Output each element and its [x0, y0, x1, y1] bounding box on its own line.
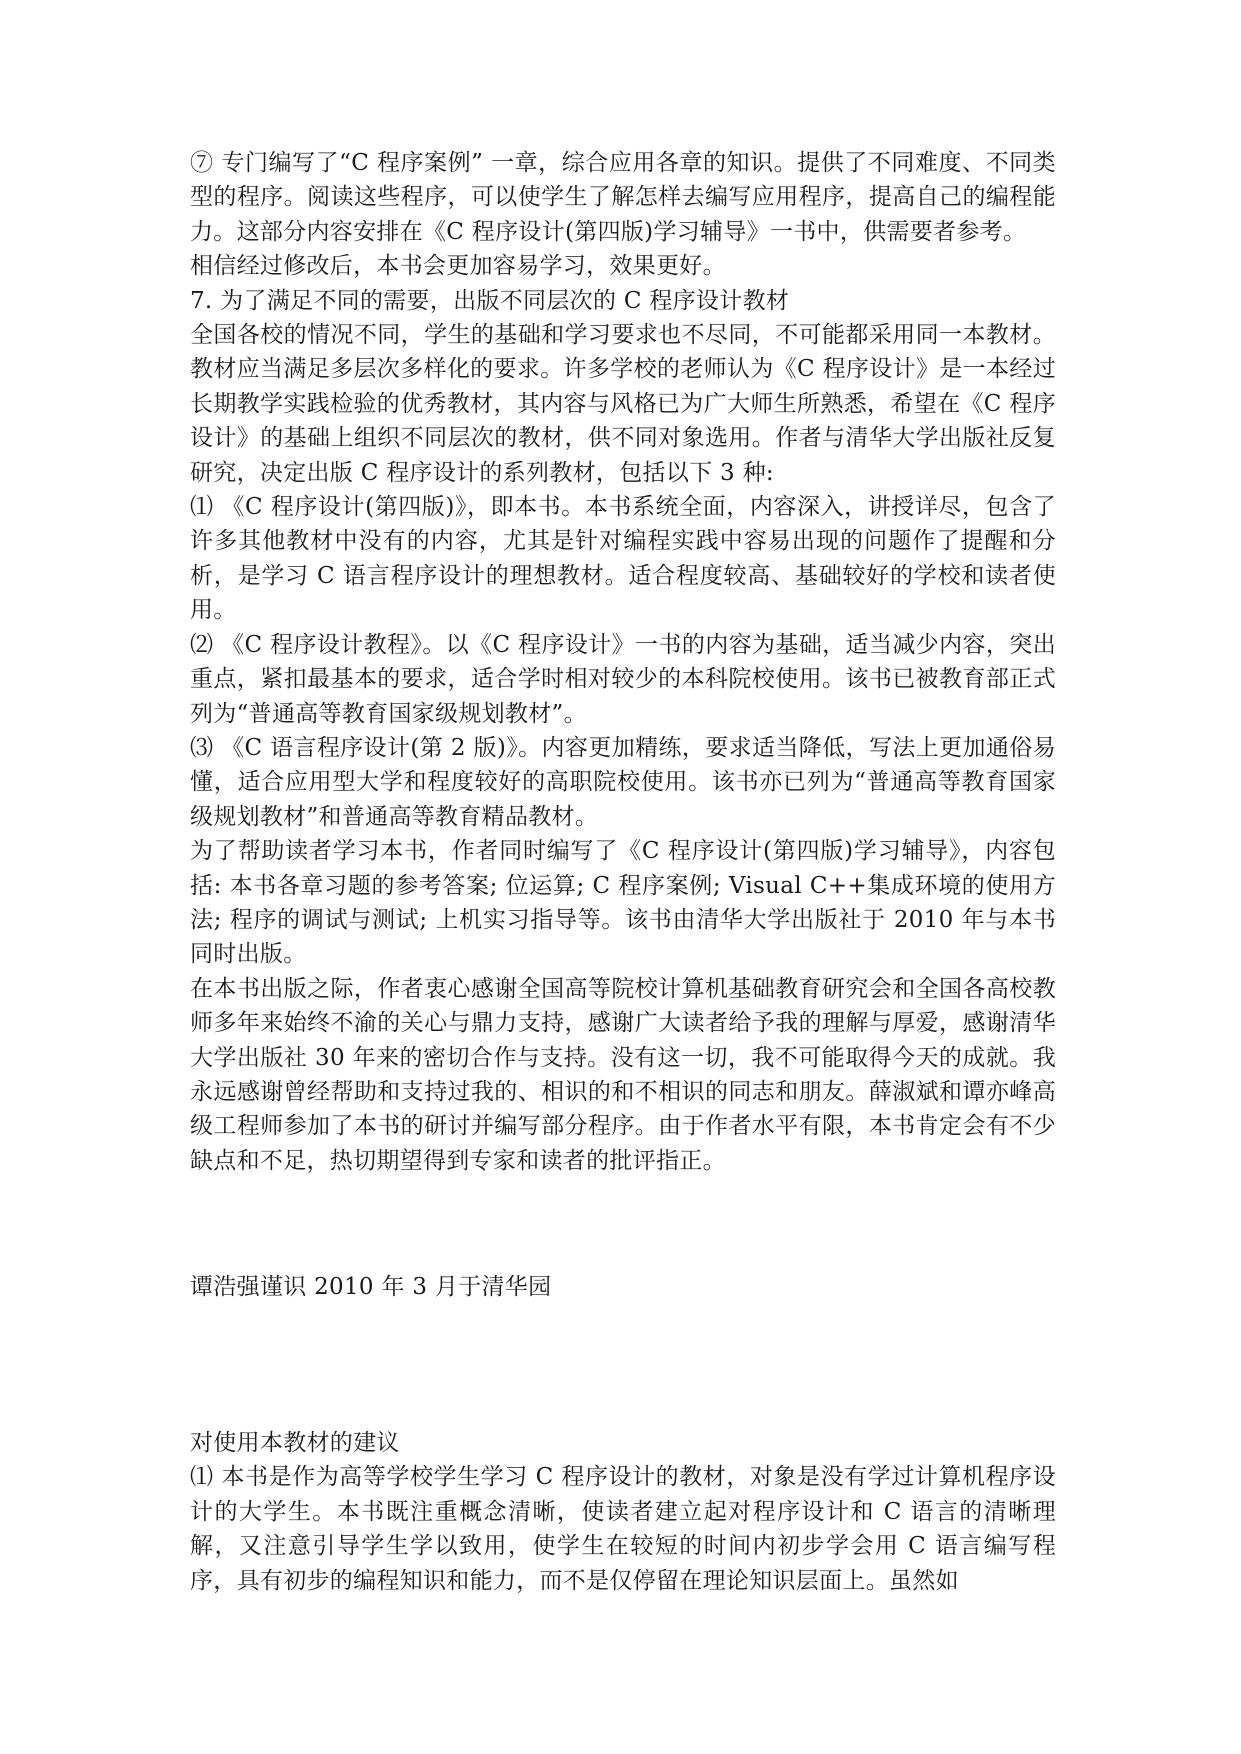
section-heading-7: 7. 为了满足不同的需要，出版不同层次的 C 程序设计教材 — [190, 287, 790, 314]
advice-item-1: ⑴ 本书是作为高等学校学生学习 C 程序设计的教材，对象是没有学过计算机程序设计的大学生。本书既注重概念清晰，使读者建立起对程序设计和 C 语言的清晰理解，又注意引导学生学以致用，使学生在较短的时间内初步学会用 C 语言编写程序，具有初步的编程知识和能力，而不是仅停留在理论知识层面上。虽然如 — [190, 1464, 1056, 1594]
list-item-3: ⑶ 《C 语言程序设计(第 2 版)》。内容更加精练，要求适当降低，写法上更加通俗易懂，适合应用型大学和程度较好的高职院校使用。该书亦已列为“普通高等教育国家级规划教材”和普通高等教育精品教材。 — [190, 734, 1056, 830]
paragraph-different-levels: 全国各校的情况不同，学生的基础和学习要求也不尽同，不可能都采用同一本教材。教材应当满足多层次多样化的要求。许多学校的老师认为《C 程序设计》是一本经过长期教学实践检验的优秀教材，其内容与风格已为广大师生所熟悉，希望在《C 程序设计》的基础上组织不同层次的教材，供不同对象选用。作者与清华大学出版社反复研究，决定出版 C 程序设计的系列教材，包括以下 3 种: — [190, 322, 1056, 486]
paragraph-acknowledgements: 在本书出版之际，作者衷心感谢全国高等院校计算机基础教育研究会和全国各高校教师多年来始终不渝的关心与鼎力支持，感谢广大读者给予我的理解与厚爱，感谢清华大学出版社 30 年来的密切合作与支持。没有这一切，我不可能取得今天的成就。我永远感谢曾经帮助和支持过我的、相识的和不相识的同志和朋友。薛淑斌和谭亦峰高级工程师参加了本书的研讨并编写部分程序。由于作者水平有限，本书肯定会有不少缺点和不足，热切期望得到专家和读者的批评指正。 — [190, 975, 1056, 1174]
paragraph-belief: 相信经过修改后，本书会更加容易学习，效果更好。 — [190, 253, 726, 280]
paragraph-study-guide: 为了帮助读者学习本书，作者同时编写了《C 程序设计(第四版)学习辅导》，内容包括: 本书各章习题的参考答案; 位运算; C 程序案例; Visual C++集成环境的使用方法; 程序的调试与测试; 上机实习指导等。该书由清华大学出版社于 2010 年与本书同时出版。 — [190, 838, 1056, 968]
main-text-block — [190, 146, 1056, 1178]
signature-line: 谭浩强谨识 2010 年 3 月于清华园 — [190, 1274, 552, 1300]
list-item-2: ⑵ 《C 程序设计教程》。以《C 程序设计》一书的内容为基础，适当减少内容，突出重点，紧扣最基本的要求，适合学时相对较少的本科院校使用。该书已被教育部正式列为“普通高等教育国家级规划教材”。 — [190, 631, 1056, 727]
advice-section — [190, 1426, 1056, 1598]
signature-block — [190, 1270, 1056, 1304]
paragraph-program-cases: ⑦ 专门编写了“C 程序案例” 一章，综合应用各章的知识。提供了不同难度、不同类型的程序。阅读这些程序，可以使学生了解怎样去编写应用程序，提高自己的编程能力。这部分内容安排在《C 程序设计(第四版)学习辅导》一书中，供需要者参考。 — [190, 150, 1056, 245]
advice-heading: 对使用本教材的建议 — [190, 1430, 400, 1456]
list-item-1: ⑴ 《C 程序设计(第四版)》，即本书。本书系统全面，内容深入，讲授详尽，包含了许多其他教材中没有的内容，尤其是针对编程实践中容易出现的问题作了提醒和分析，是学习 C 语言程序设计的理想教材。适合程度较高、基础较好的学校和读者使用。 — [190, 494, 1056, 624]
